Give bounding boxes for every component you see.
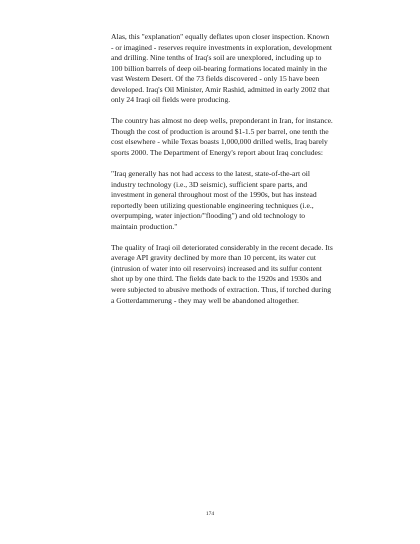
page-number: 174 xyxy=(205,511,215,517)
paragraph-reserves-explanation: Alas, this "explanation" equally deflates upon closer inspection. Known - or imagined - reserves require investments in exploration, development and drilling. Nine tenths of Iraq's soil are unexplored, including up to 100 billion barrels of deep oil-bearing formations located mainly in the vast Western Desert. Of the 73 fields discovered - only 15 have been developed. Iraq's Oil Minister, Amir Rashid, admitted in early 2002 that only 24 Iraqi oil fields were producing. xyxy=(111,32,332,105)
paragraph-oil-quality: The quality of Iraqi oil deteriorated considerably in the recent decade. Its average API gravity declined by more than 10 percent, its water cut (intrusion of water into oil reservoirs) increased and its sulfur content shot up by one third. The fields date back to the 1920s and 1930s and were subjected to abusive methods of extraction. Thus, if torched during a Gotterdammerung - they may well be abandoned altogether. xyxy=(111,242,333,305)
body-text xyxy=(111,32,333,317)
paragraph-doe-quote: "Iraq generally has not had access to the latest, state-of-the-art oil industry technology (i.e., 3D seismic), sufficient spare parts, and investment in general throughout most of the 1990s, but has instead reportedly been utilizing questionable engineering techniques (i.e., overpumping, water injection/"flooding") and old technology to maintain production." xyxy=(111,169,317,231)
paragraph-deep-wells: The country has almost no deep wells, preponderant in Iran, for instance. Though the cost of production is around $1-1.5 per barrel, one tenth the cost elsewhere - while Texas boasts 1,000,000 drilled wells, Iraq barely sports 2000. The Department of Energy's report about Iraq concludes: xyxy=(111,116,333,157)
